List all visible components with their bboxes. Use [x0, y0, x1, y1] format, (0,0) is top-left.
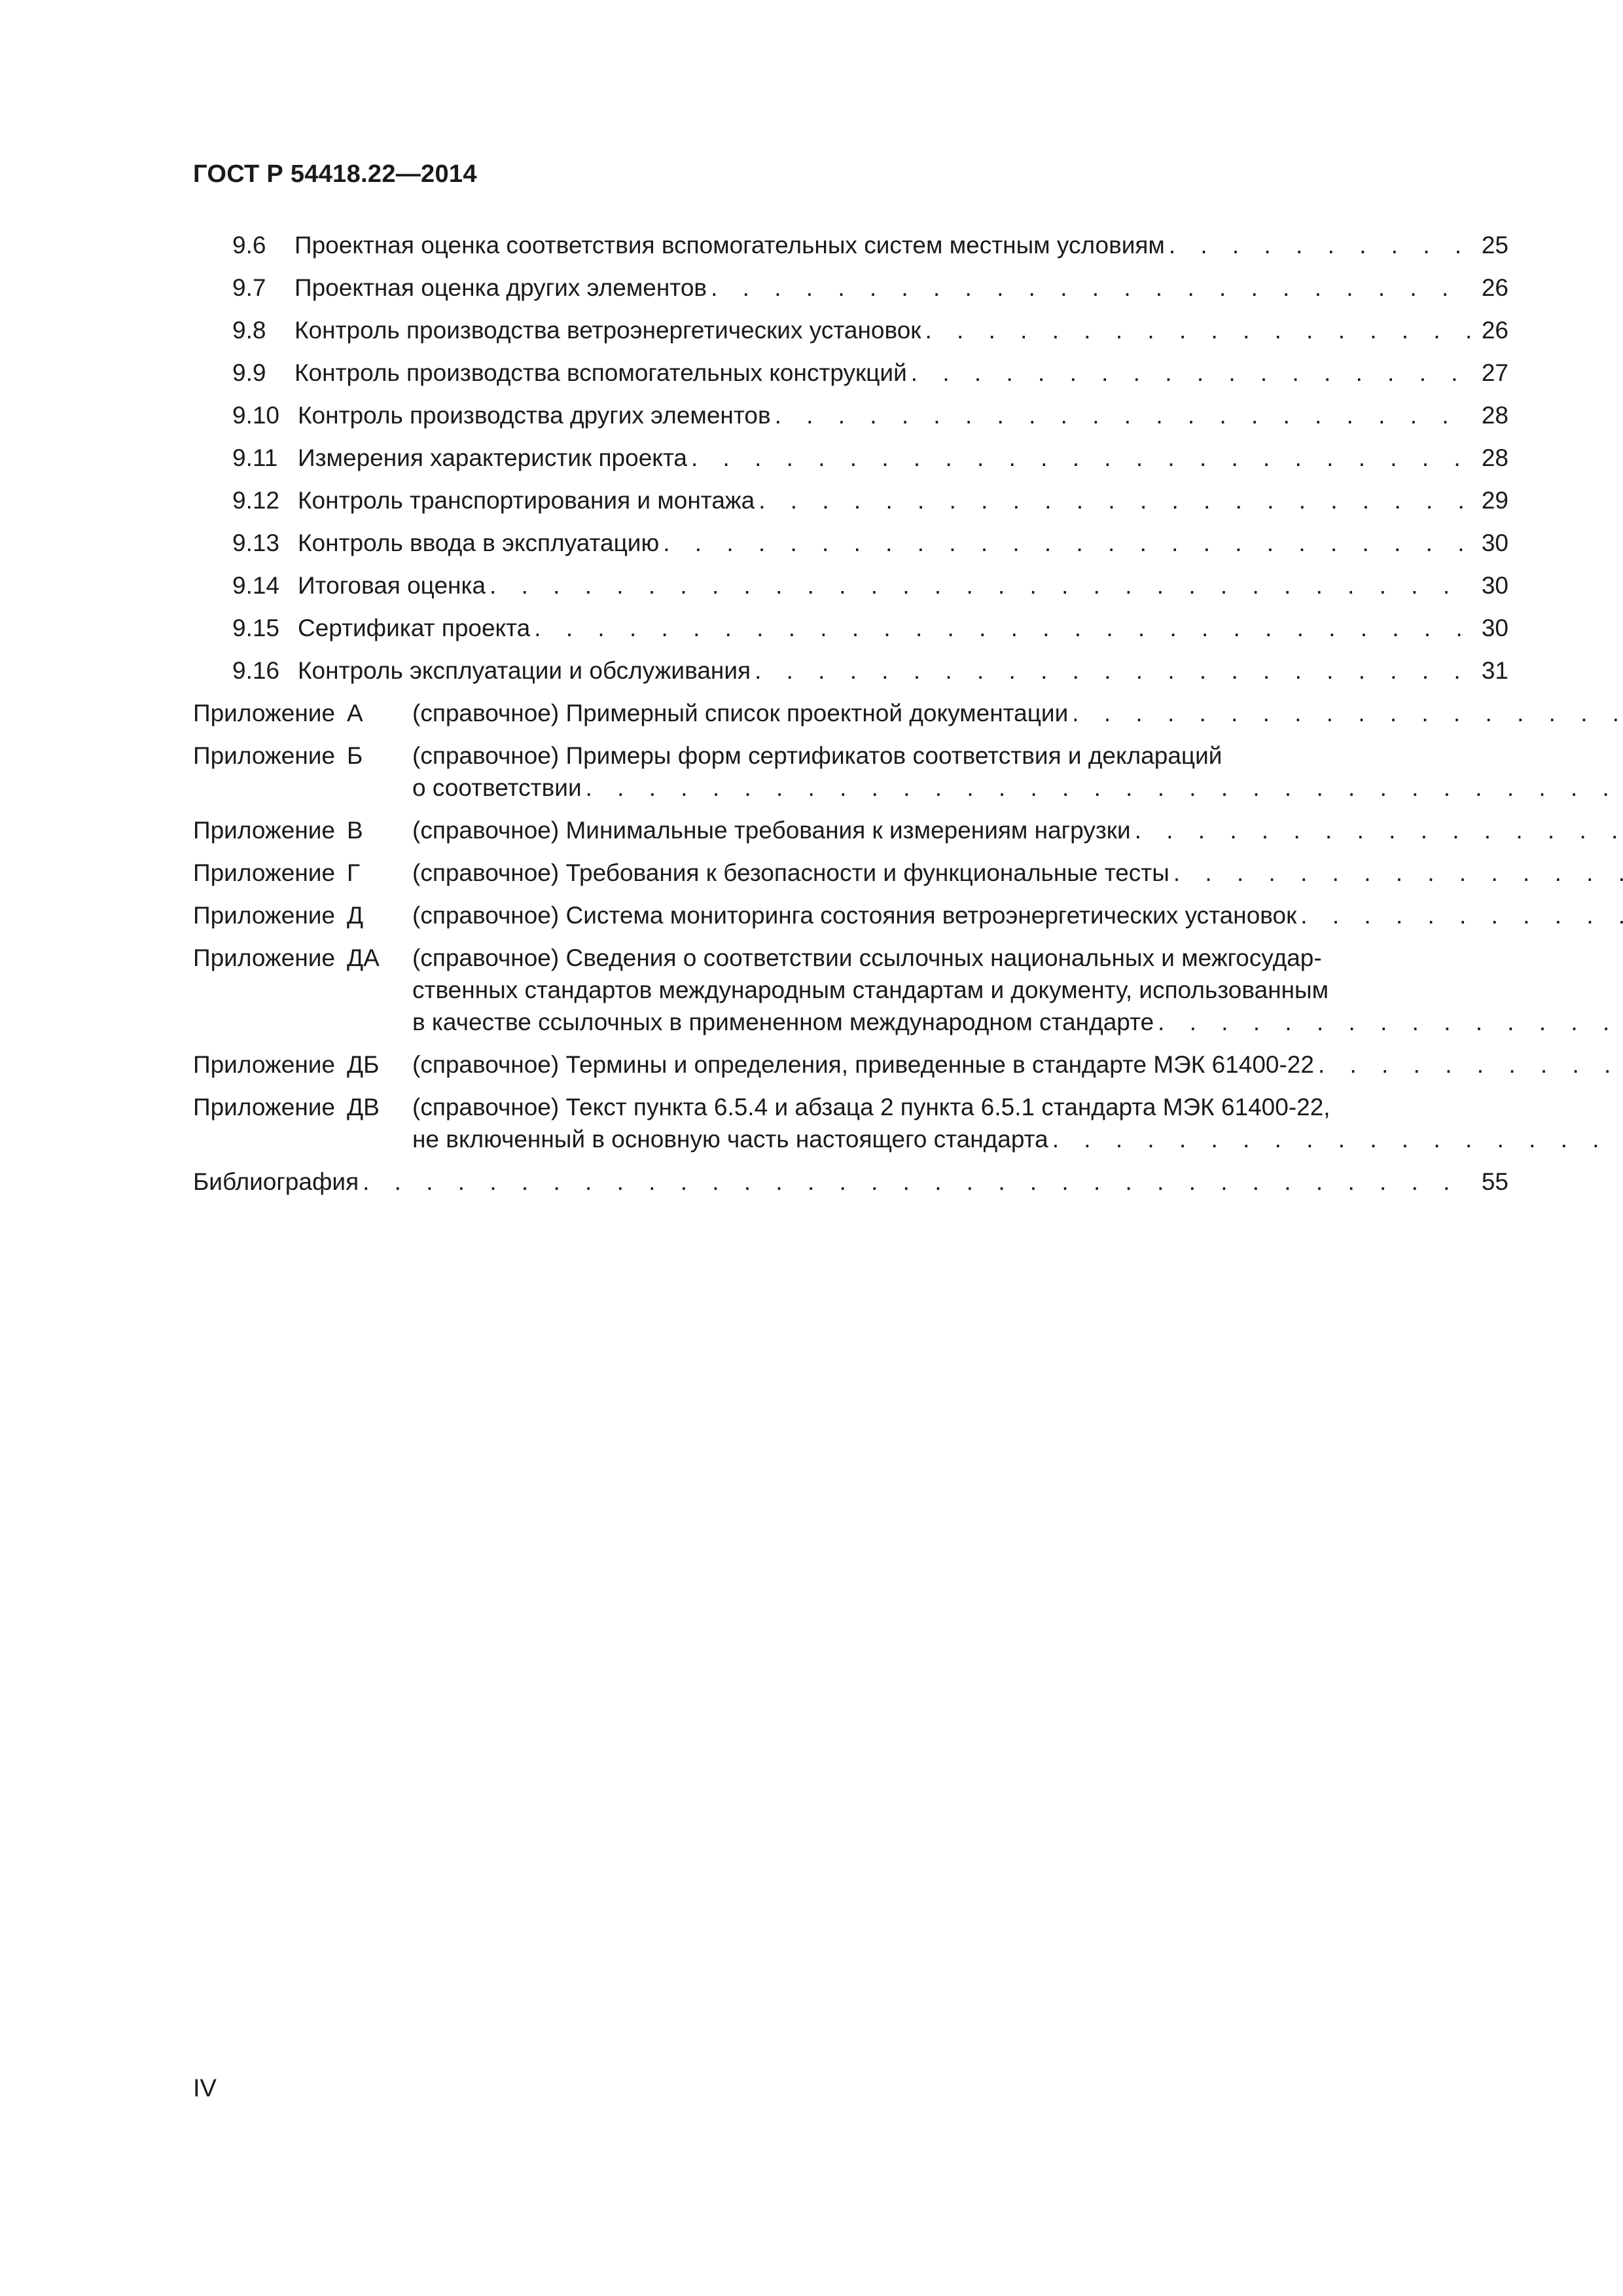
appendix-letter: Г — [347, 859, 361, 886]
dot-leader — [490, 569, 1473, 601]
section-title: Проектная оценка других элементов — [294, 274, 707, 301]
dot-leader — [775, 399, 1473, 431]
page-number: 26 — [1481, 274, 1508, 301]
section-number: 9.16 — [232, 657, 280, 684]
appendix-label — [193, 857, 412, 889]
appendix-label — [193, 942, 412, 1038]
section-title: Проектная оценка соответствия вспомогательных систем местным условиям — [294, 232, 1165, 259]
appendix-title-line: (справочное) Примеры форм сертификатов соответствия и деклараций — [412, 742, 1222, 769]
appendix-letter: ДВ — [347, 1094, 380, 1121]
toc-entry-appendix[interactable] — [193, 899, 1508, 931]
dot-leader — [1158, 1006, 1623, 1038]
appendix-title-line: ственных стандартов международным стандартам и документу, использованным — [412, 977, 1329, 1003]
appendix-letter: В — [347, 817, 363, 844]
dot-leader — [691, 442, 1473, 474]
section-title: Контроль эксплуатации и обслуживания — [298, 657, 751, 684]
section-title: Контроль производства вспомогательных конструкций — [294, 359, 907, 386]
page-number: 30 — [1481, 615, 1508, 641]
toc-entry[interactable] — [193, 357, 1508, 389]
appendix-label — [193, 697, 412, 729]
section-number: 9.14 — [232, 572, 280, 599]
dot-leader — [1169, 229, 1473, 261]
appendix-word: Приложение — [193, 1051, 336, 1078]
section-list — [193, 229, 1508, 687]
dot-leader — [711, 272, 1473, 304]
page-number: 55 — [1481, 1168, 1508, 1195]
page-number: 25 — [1481, 232, 1508, 259]
toc-entry-appendix[interactable] — [193, 1049, 1508, 1081]
page-number: 28 — [1481, 402, 1508, 429]
appendix-label — [193, 814, 412, 846]
document-header: ГОСТ Р 54418.22—2014 — [193, 160, 477, 188]
toc-entry[interactable] — [193, 484, 1508, 516]
appendix-letter: ДБ — [347, 1051, 380, 1078]
toc-entry-appendix[interactable] — [193, 814, 1508, 846]
section-title: Контроль транспортирования и монтажа — [298, 487, 755, 514]
dot-leader — [363, 1166, 1473, 1198]
page-number: 28 — [1481, 444, 1508, 471]
appendix-title-line: в качестве ссылочных в примененном международном стандарте — [412, 1009, 1154, 1035]
bibliography-title: Библиография — [193, 1168, 359, 1195]
dot-leader — [911, 357, 1473, 389]
page-number: 26 — [1481, 317, 1508, 344]
appendix-word: Приложение — [193, 859, 336, 886]
appendix-letter: Д — [347, 902, 364, 929]
appendix-title-line: (справочное) Текст пункта 6.5.4 и абзаца 2 пункта 6.5.1 стандарта МЭК 61400-22, — [412, 1094, 1330, 1121]
toc-entry[interactable] — [193, 314, 1508, 346]
toc-entry-bibliography[interactable] — [193, 1166, 1508, 1198]
appendix-title-line: о соответствии — [412, 774, 582, 801]
appendix-title-line: (справочное) Термины и определения, приведенные в стандарте МЭК 61400-22 — [412, 1051, 1314, 1078]
appendix-label — [193, 1091, 412, 1155]
section-title: Итоговая оценка — [298, 572, 486, 599]
appendix-title-line: (справочное) Система мониторинга состояния ветроэнергетических установок — [412, 902, 1297, 929]
section-title: Измерения характеристик проекта — [298, 444, 687, 471]
appendix-word: Приложение — [193, 742, 336, 769]
dot-leader — [586, 772, 1623, 804]
section-number: 9.15 — [232, 615, 280, 641]
appendix-letter: ДА — [347, 944, 380, 971]
toc-entry-appendix[interactable] — [193, 697, 1508, 729]
appendix-letter: А — [347, 700, 363, 726]
appendix-title-line: (справочное) Минимальные требования к измерениям нагрузки — [412, 817, 1131, 844]
dot-leader — [1135, 814, 1623, 846]
section-number: 9.6 — [232, 232, 266, 259]
dot-leader — [663, 527, 1473, 559]
dot-leader — [925, 314, 1473, 346]
toc-entry[interactable] — [193, 272, 1508, 304]
appendix-word: Приложение — [193, 1094, 336, 1121]
section-number: 9.11 — [232, 444, 278, 471]
toc-entry[interactable] — [193, 655, 1508, 687]
appendix-word: Приложение — [193, 700, 336, 726]
toc-entry[interactable] — [193, 399, 1508, 431]
appendix-word: Приложение — [193, 817, 336, 844]
appendix-list — [193, 697, 1508, 1155]
section-number: 9.10 — [232, 402, 280, 429]
section-number: 9.13 — [232, 529, 280, 556]
section-title: Сертификат проекта — [298, 615, 531, 641]
toc-entry[interactable] — [193, 527, 1508, 559]
dot-leader — [1052, 1123, 1623, 1155]
dot-leader — [1072, 697, 1623, 729]
dot-leader — [758, 484, 1473, 516]
page-number: 30 — [1481, 529, 1508, 556]
appendix-title-line: (справочное) Сведения о соответствии ссылочных национальных и межгосудар- — [412, 944, 1322, 971]
section-title: Контроль производства ветроэнергетических установок — [294, 317, 921, 344]
toc-entry-appendix[interactable] — [193, 942, 1508, 1038]
page-number: 29 — [1481, 487, 1508, 514]
toc-entry[interactable] — [193, 229, 1508, 261]
page-number: 27 — [1481, 359, 1508, 386]
appendix-word: Приложение — [193, 902, 336, 929]
page-number: 31 — [1481, 657, 1508, 684]
dot-leader — [755, 655, 1473, 687]
dot-leader — [1318, 1049, 1623, 1081]
dot-leader — [534, 612, 1473, 644]
appendix-title-line: не включенный в основную часть настоящего стандарта — [412, 1126, 1048, 1153]
toc-entry[interactable] — [193, 569, 1508, 601]
appendix-label — [193, 1049, 412, 1081]
page-footer-number: IV — [193, 2075, 217, 2102]
toc-entry[interactable] — [193, 442, 1508, 474]
toc-entry-appendix[interactable] — [193, 857, 1508, 889]
appendix-label — [193, 740, 412, 804]
appendix-label — [193, 899, 412, 931]
section-title: Контроль ввода в эксплуатацию — [298, 529, 660, 556]
appendix-letter: Б — [347, 742, 363, 769]
section-number: 9.7 — [232, 274, 266, 301]
table-of-contents — [193, 229, 1508, 1208]
section-title: Контроль производства других элементов — [298, 402, 771, 429]
toc-entry-appendix[interactable] — [193, 1091, 1508, 1155]
dot-leader — [1173, 857, 1623, 889]
section-number: 9.8 — [232, 317, 266, 344]
section-number: 9.12 — [232, 487, 280, 514]
toc-entry-appendix[interactable] — [193, 740, 1508, 804]
dot-leader — [1300, 899, 1623, 931]
appendix-word: Приложение — [193, 944, 336, 971]
appendix-title-line: (справочное) Примерный список проектной документации — [412, 700, 1069, 726]
section-number: 9.9 — [232, 359, 266, 386]
page-number: 30 — [1481, 572, 1508, 599]
appendix-title-line: (справочное) Требования к безопасности и функциональные тесты — [412, 859, 1169, 886]
toc-entry[interactable] — [193, 612, 1508, 644]
